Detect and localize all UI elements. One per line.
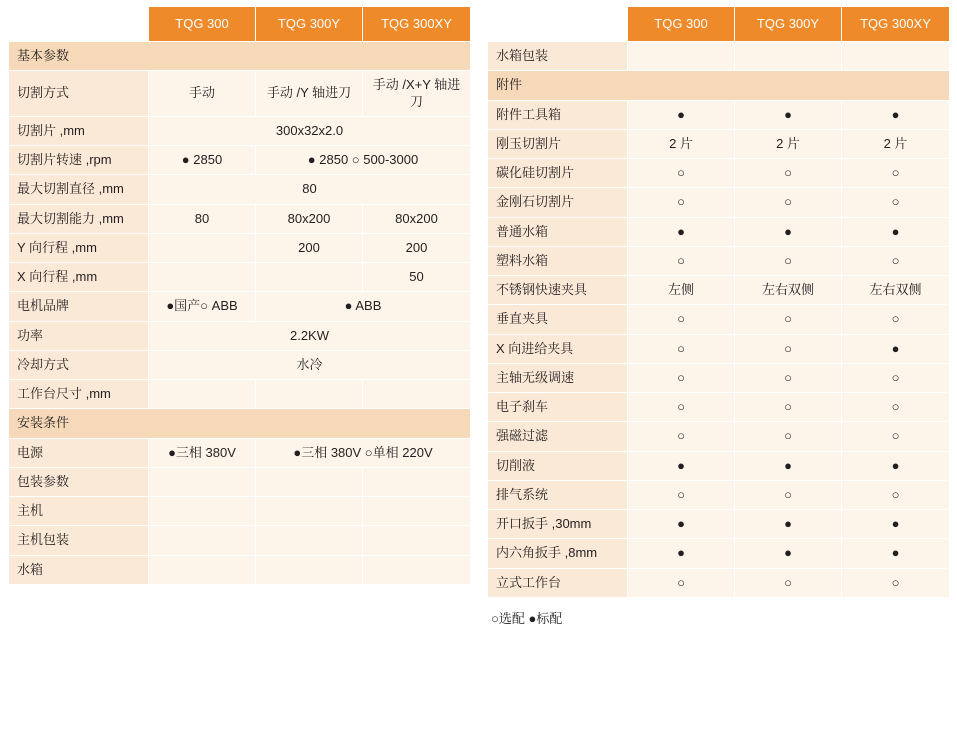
right-table-row-label: 金刚石切割片 bbox=[488, 188, 628, 217]
right-table-section-band bbox=[488, 71, 950, 100]
right-table-row-value: ● bbox=[842, 100, 950, 129]
left-table-row-value: ●国产○ ABB bbox=[149, 292, 256, 321]
left-table-row-label: Y 向行程 ,mm bbox=[9, 233, 149, 262]
right-table-row-value: ○ bbox=[735, 363, 842, 392]
table-row bbox=[488, 42, 950, 71]
right-table-row-label: 主轴无级调速 bbox=[488, 363, 628, 392]
right-table-row-value: ○ bbox=[628, 568, 735, 597]
right-table-row-label: 开口扳手 ,30mm bbox=[488, 510, 628, 539]
table-row bbox=[488, 305, 950, 334]
right-table-row-value: ○ bbox=[735, 246, 842, 275]
right-table-row-value: ● bbox=[628, 451, 735, 480]
right-table-row-value: ○ bbox=[735, 393, 842, 422]
right-table-row-value: 左侧 bbox=[628, 276, 735, 305]
right-table-row-value: ○ bbox=[628, 480, 735, 509]
table-row bbox=[488, 480, 950, 509]
right-table-row-value: ● bbox=[842, 217, 950, 246]
right-table-row-value: ● bbox=[628, 217, 735, 246]
left-table-row-label: 包装参数 bbox=[9, 467, 149, 496]
left-table-row-value bbox=[363, 526, 471, 555]
right-table-row-value: ● bbox=[735, 451, 842, 480]
left-table-header-row bbox=[9, 7, 471, 42]
table-row bbox=[9, 321, 471, 350]
table-row bbox=[488, 363, 950, 392]
table-row bbox=[9, 233, 471, 262]
right-table-row-label: 电子刹车 bbox=[488, 393, 628, 422]
left-table-section-band bbox=[9, 409, 471, 438]
right-table-row-value: ● bbox=[735, 100, 842, 129]
left-table-row-value bbox=[256, 263, 363, 292]
right-table-column-header: TQG 300Y bbox=[735, 7, 842, 42]
left-table-row-label: 最大切割直径 ,mm bbox=[9, 175, 149, 204]
right-table-row-value: ● bbox=[628, 100, 735, 129]
left-table-row-value bbox=[149, 233, 256, 262]
left-table-row-label: 工作台尺寸 ,mm bbox=[9, 380, 149, 409]
left-table-row-value: 200 bbox=[256, 233, 363, 262]
right-table-row-value: ○ bbox=[735, 422, 842, 451]
right-table-row-value bbox=[842, 42, 950, 71]
right-table-row-value: ○ bbox=[628, 305, 735, 334]
table-row bbox=[488, 568, 950, 597]
left-table-header-corner bbox=[9, 7, 149, 42]
left-table-row-value bbox=[149, 555, 256, 584]
right-spec-table bbox=[487, 6, 950, 598]
right-table-row-value: ○ bbox=[735, 334, 842, 363]
right-table-row-value: ● bbox=[735, 217, 842, 246]
right-table-row-value: ○ bbox=[842, 246, 950, 275]
left-table-column-header: TQG 300XY bbox=[363, 7, 471, 42]
table-row bbox=[9, 146, 471, 175]
left-table-row-value bbox=[256, 380, 363, 409]
right-table-row-label: 刚玉切割片 bbox=[488, 129, 628, 158]
table-row bbox=[9, 263, 471, 292]
right-table-row-value: ○ bbox=[628, 363, 735, 392]
right-table-row-label: 碳化硅切割片 bbox=[488, 159, 628, 188]
table-row bbox=[488, 334, 950, 363]
right-table-row-value: ○ bbox=[628, 393, 735, 422]
right-table-row-label: 水箱包装 bbox=[488, 42, 628, 71]
left-table-row-label: 切割片 ,mm bbox=[9, 116, 149, 145]
left-table-row-value bbox=[363, 380, 471, 409]
right-table-row-label: 不锈钢快速夹具 bbox=[488, 276, 628, 305]
right-table-row-label: 塑料水箱 bbox=[488, 246, 628, 275]
left-table-row-value: ●三相 380V bbox=[149, 438, 256, 467]
left-table-row-value bbox=[256, 555, 363, 584]
right-table-row-value bbox=[628, 42, 735, 71]
left-table-row-label: X 向行程 ,mm bbox=[9, 263, 149, 292]
left-table-column-header: TQG 300Y bbox=[256, 7, 363, 42]
left-table-row-value bbox=[149, 467, 256, 496]
right-table-row-value: ○ bbox=[735, 305, 842, 334]
right-table-row-value: ○ bbox=[735, 159, 842, 188]
right-table-row-value: ● bbox=[842, 451, 950, 480]
table-row bbox=[488, 129, 950, 158]
right-table-row-value: ● bbox=[842, 334, 950, 363]
right-table-row-value: ○ bbox=[842, 363, 950, 392]
left-table-row-value bbox=[363, 467, 471, 496]
table-row bbox=[488, 246, 950, 275]
left-table-row-label: 主机 bbox=[9, 497, 149, 526]
right-table-row-value: ○ bbox=[628, 246, 735, 275]
left-table-row-value: 80 bbox=[149, 175, 471, 204]
left-table-row-value bbox=[149, 263, 256, 292]
right-table-row-value: ○ bbox=[628, 422, 735, 451]
table-row bbox=[488, 393, 950, 422]
left-table-row-label: 切割片转速 ,rpm bbox=[9, 146, 149, 175]
right-table-row-value: ○ bbox=[842, 305, 950, 334]
right-table-header-corner bbox=[488, 7, 628, 42]
right-table-row-value: 左右双侧 bbox=[735, 276, 842, 305]
table-row bbox=[488, 217, 950, 246]
right-table-row-value: ○ bbox=[735, 188, 842, 217]
left-table-row-value: ● 2850 bbox=[149, 146, 256, 175]
left-table-row-value bbox=[256, 467, 363, 496]
right-table-header-row bbox=[488, 7, 950, 42]
table-row bbox=[9, 526, 471, 555]
table-row bbox=[9, 292, 471, 321]
left-table-column-header: TQG 300 bbox=[149, 7, 256, 42]
left-table-row-label: 电机品牌 bbox=[9, 292, 149, 321]
left-table-row-label: 功率 bbox=[9, 321, 149, 350]
right-table-row-value: ○ bbox=[842, 159, 950, 188]
right-table-row-value: ○ bbox=[842, 480, 950, 509]
right-table-row-value: 左右双侧 bbox=[842, 276, 950, 305]
left-table-section-band bbox=[9, 42, 471, 71]
right-table-column-header: TQG 300XY bbox=[842, 7, 950, 42]
right-table-row-value: ● bbox=[842, 510, 950, 539]
left-spec-table bbox=[8, 6, 471, 585]
left-table-row-value bbox=[149, 380, 256, 409]
left-table-row-label: 电源 bbox=[9, 438, 149, 467]
right-table-section-title: 附件 bbox=[488, 71, 950, 100]
left-table-row-label: 主机包装 bbox=[9, 526, 149, 555]
left-table-row-value: 50 bbox=[363, 263, 471, 292]
right-spec-table-container bbox=[487, 6, 949, 627]
left-table-row-value: 手动 bbox=[149, 71, 256, 117]
left-table-row-label: 冷却方式 bbox=[9, 350, 149, 379]
right-table-row-value: ● bbox=[628, 539, 735, 568]
left-table-row-value bbox=[256, 526, 363, 555]
right-table-row-label: 切削液 bbox=[488, 451, 628, 480]
right-table-row-label: 附件工具箱 bbox=[488, 100, 628, 129]
right-table-row-label: 立式工作台 bbox=[488, 568, 628, 597]
right-table-row-label: 垂直夹具 bbox=[488, 305, 628, 334]
table-row bbox=[488, 159, 950, 188]
right-table-row-value: ○ bbox=[628, 334, 735, 363]
right-table-row-value: ○ bbox=[842, 422, 950, 451]
right-table-row-value: ○ bbox=[735, 480, 842, 509]
legend-text: ○选配 ●标配 bbox=[491, 610, 563, 626]
table-row bbox=[9, 497, 471, 526]
table-row bbox=[488, 510, 950, 539]
left-table-row-label: 切割方式 bbox=[9, 71, 149, 117]
right-table-row-value: ○ bbox=[842, 393, 950, 422]
right-table-row-value: ● bbox=[735, 510, 842, 539]
table-row bbox=[9, 116, 471, 145]
table-row bbox=[9, 467, 471, 496]
left-table-row-value bbox=[256, 497, 363, 526]
left-table-row-value: 2.2KW bbox=[149, 321, 471, 350]
right-table-row-label: 内六角扳手 ,8mm bbox=[488, 539, 628, 568]
right-table-row-value: ● bbox=[842, 539, 950, 568]
right-table-row-label: 强磁过滤 bbox=[488, 422, 628, 451]
right-table-row-value bbox=[735, 42, 842, 71]
left-table-section-title: 基本参数 bbox=[9, 42, 471, 71]
left-table-row-value: 80x200 bbox=[363, 204, 471, 233]
left-table-row-label: 最大切割能力 ,mm bbox=[9, 204, 149, 233]
right-table-row-value: ● bbox=[628, 510, 735, 539]
left-table-row-value: 手动 /X+Y 轴进刀 bbox=[363, 71, 471, 117]
table-row bbox=[9, 438, 471, 467]
table-row bbox=[9, 71, 471, 117]
left-table-row-value bbox=[363, 497, 471, 526]
left-table-row-value bbox=[149, 526, 256, 555]
left-spec-table-container bbox=[8, 6, 470, 585]
right-table-row-value: ○ bbox=[842, 568, 950, 597]
left-table-row-value: 手动 /Y 轴进刀 bbox=[256, 71, 363, 117]
table-row bbox=[488, 188, 950, 217]
left-table-row-value: ●三相 380V ○单相 220V bbox=[256, 438, 471, 467]
left-table-row-value: 200 bbox=[363, 233, 471, 262]
right-table-column-header: TQG 300 bbox=[628, 7, 735, 42]
table-row bbox=[9, 555, 471, 584]
right-table-row-value: ○ bbox=[842, 188, 950, 217]
left-table-section-title: 安装条件 bbox=[9, 409, 471, 438]
table-row bbox=[9, 380, 471, 409]
table-row bbox=[488, 100, 950, 129]
table-row bbox=[488, 539, 950, 568]
right-table-row-label: X 向进给夹具 bbox=[488, 334, 628, 363]
table-row bbox=[488, 422, 950, 451]
left-table-row-value bbox=[149, 497, 256, 526]
right-table-row-value: 2 片 bbox=[842, 129, 950, 158]
left-table-row-value: 300x32x2.0 bbox=[149, 116, 471, 145]
left-table-row-value: ● 2850 ○ 500-3000 bbox=[256, 146, 471, 175]
left-table-row-value: 80 bbox=[149, 204, 256, 233]
right-table-row-value: ● bbox=[735, 539, 842, 568]
right-table-row-label: 排气系统 bbox=[488, 480, 628, 509]
table-row bbox=[488, 451, 950, 480]
right-table-row-value: 2 片 bbox=[735, 129, 842, 158]
table-row bbox=[9, 175, 471, 204]
left-table-row-label: 水箱 bbox=[9, 555, 149, 584]
right-table-row-value: ○ bbox=[735, 568, 842, 597]
left-table-row-value bbox=[363, 555, 471, 584]
right-table-row-value: 2 片 bbox=[628, 129, 735, 158]
table-row bbox=[9, 350, 471, 379]
legend-note bbox=[487, 608, 949, 627]
left-table-row-value: 80x200 bbox=[256, 204, 363, 233]
right-table-row-label: 普通水箱 bbox=[488, 217, 628, 246]
right-table-row-value: ○ bbox=[628, 188, 735, 217]
right-table-row-value: ○ bbox=[628, 159, 735, 188]
table-row bbox=[488, 276, 950, 305]
left-table-row-value: ● ABB bbox=[256, 292, 471, 321]
table-row bbox=[9, 204, 471, 233]
left-table-row-value: 水冷 bbox=[149, 350, 471, 379]
